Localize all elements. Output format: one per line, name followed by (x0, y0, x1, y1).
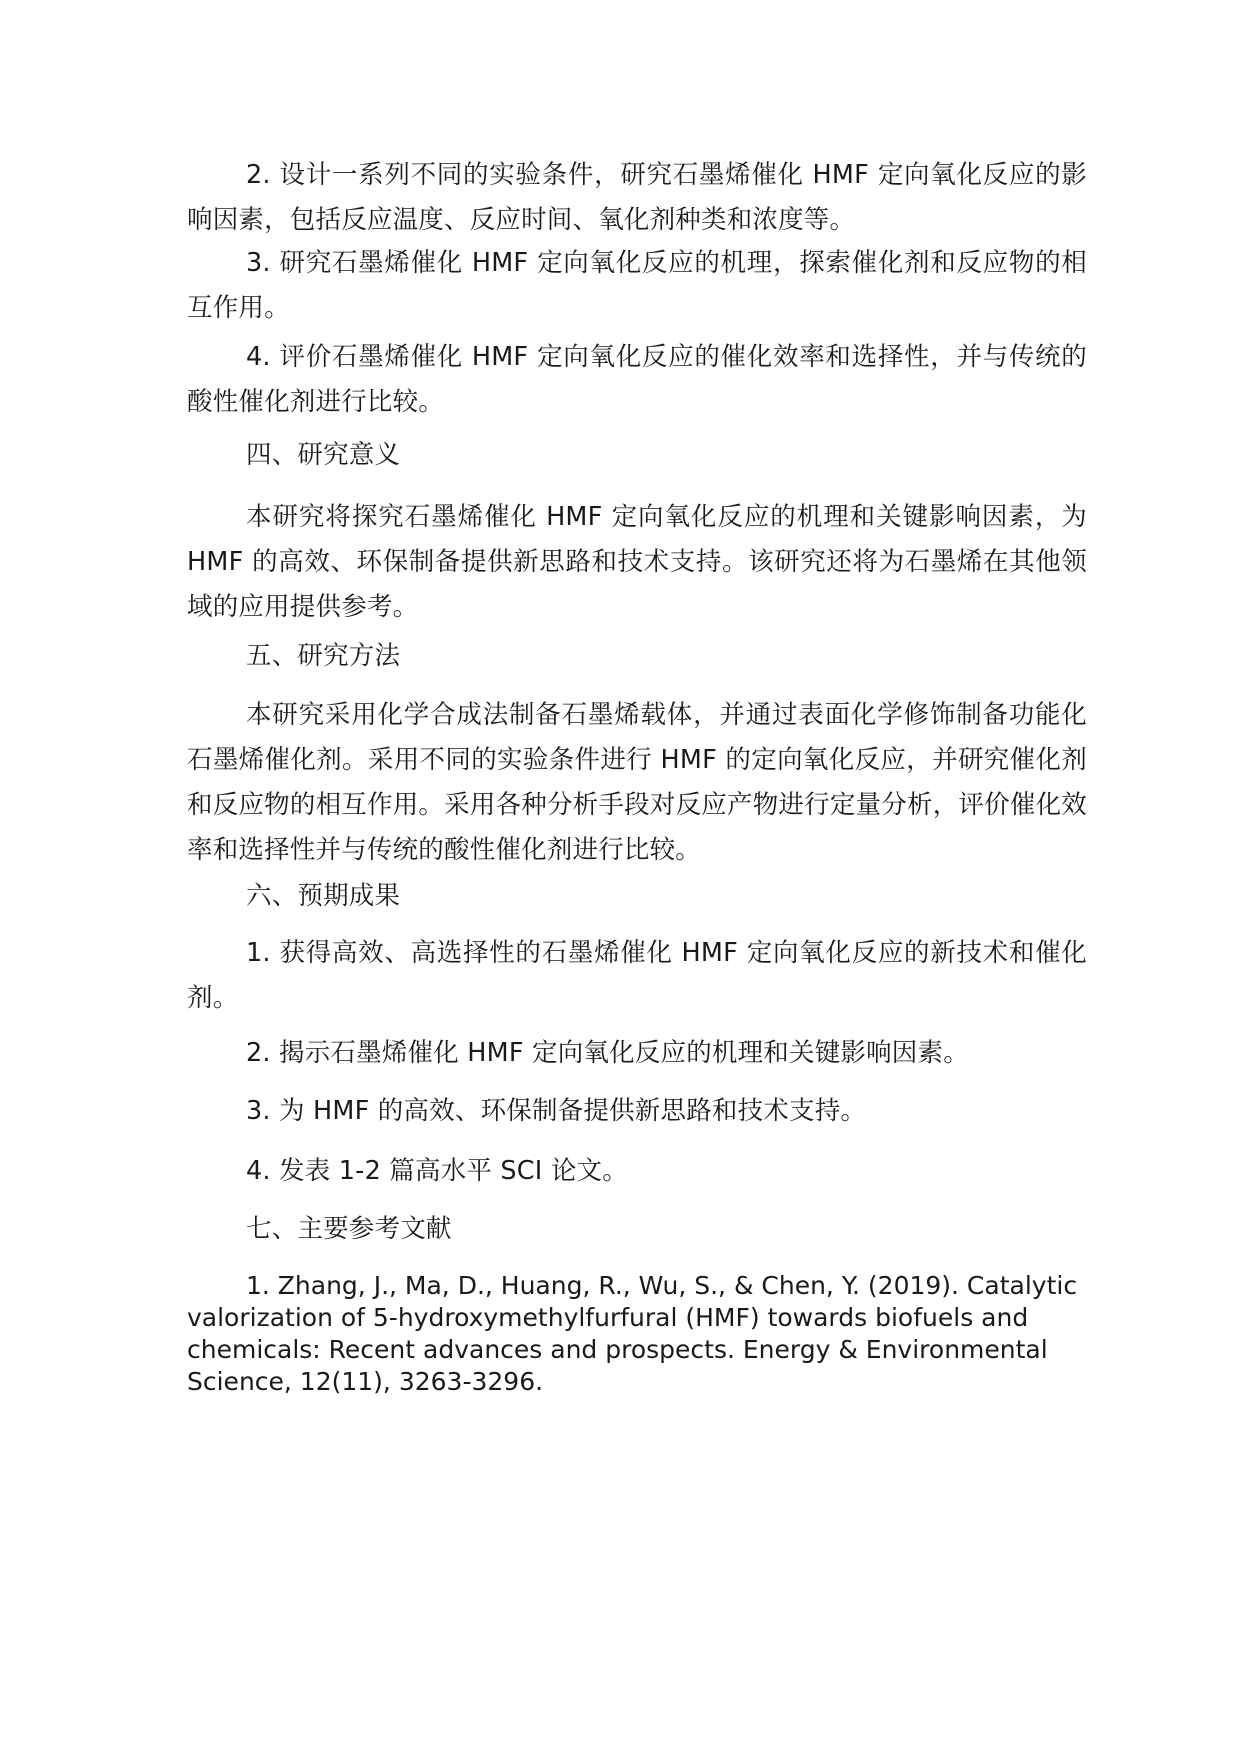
expected-result-item-1: 1. 获得高效、高选择性的石墨烯催化 HMF 定向氧化反应的新技术和催化剂。 (187, 938, 1087, 1013)
section-heading-methods: 五、研究方法 (246, 641, 401, 671)
methods-paragraph: 本研究采用化学合成法制备石墨烯载体，并通过表面化学修饰制备功能化石墨烯催化剂。采用不同的实验条件进行 HMF 的定向氧化反应，并研究催化剂和反应物的相互作用。采用各种分析手段对反应产物进行定量分析，评价催化效率和选择性并与传统的酸性催化剂进行比较。 (187, 700, 1087, 865)
significance-paragraph: 本研究将探究石墨烯催化 HMF 定向氧化反应的机理和关键影响因素，为 HMF 的高效、环保制备提供新思路和技术支持。该研究还将为石墨烯在其他领域的应用提供参考。 (187, 502, 1087, 622)
objective-item-4: 4. 评价石墨烯催化 HMF 定向氧化反应的催化效率和选择性，并与传统的酸性催化剂进行比较。 (187, 342, 1087, 417)
expected-result-item-4: 4. 发表 1-2 篇高水平 SCI 论文。 (246, 1156, 628, 1186)
expected-result-item-3: 3. 为 HMF 的高效、环保制备提供新思路和技术支持。 (246, 1096, 867, 1126)
section-heading-significance: 四、研究意义 (246, 440, 401, 470)
objective-item-2: 2. 设计一系列不同的实验条件，研究石墨烯催化 HMF 定向氧化反应的影响因素，包括反应温度、反应时间、氧化剂种类和浓度等。 (187, 160, 1087, 235)
section-heading-expected-results: 六、预期成果 (246, 881, 401, 911)
section-heading-references: 七、主要参考文献 (246, 1214, 452, 1244)
reference-item-1: 1. Zhang, J., Ma, D., Huang, R., Wu, S., & Chen, Y. (2019). Catalytic valorization of 5-hydroxymethylfurfural (HMF) towards biofuels and chemicals: Recent advances and prospects. Energy & Environmental Science, 12(11), 3263-3296. (187, 1271, 1078, 1396)
expected-result-item-2: 2. 揭示石墨烯催化 HMF 定向氧化反应的机理和关键影响因素。 (246, 1038, 969, 1068)
objective-item-3: 3. 研究石墨烯催化 HMF 定向氧化反应的机理，探索催化剂和反应物的相互作用。 (187, 248, 1087, 323)
